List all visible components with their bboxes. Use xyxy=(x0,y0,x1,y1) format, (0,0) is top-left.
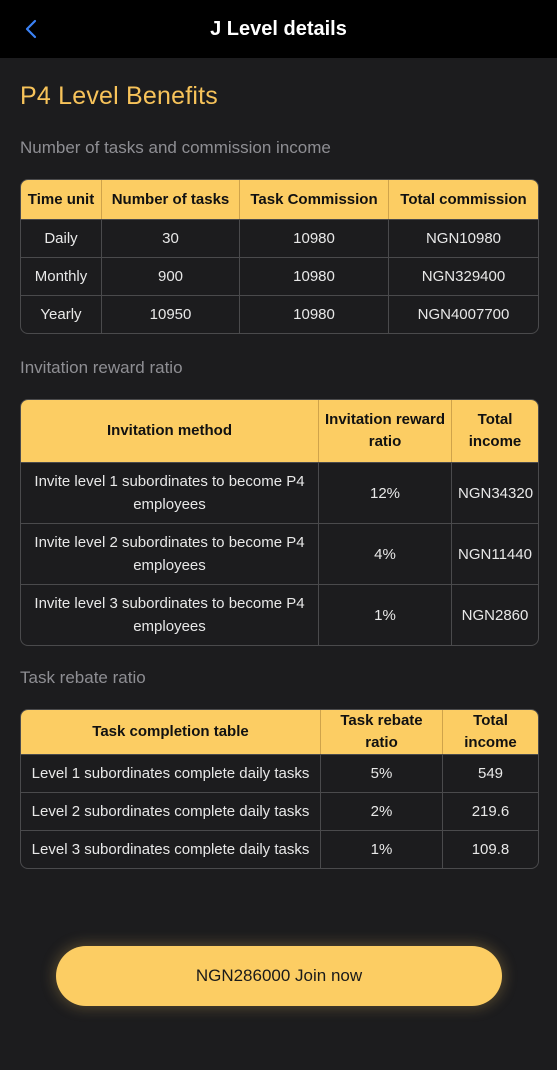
table-header-cell: Invitation reward ratio xyxy=(319,400,452,462)
table-cell: 10950 xyxy=(102,295,240,333)
top-bar xyxy=(0,0,557,58)
rebate-section-title: Task rebate ratio xyxy=(20,668,146,687)
table-cell: 549 xyxy=(443,754,538,792)
page-title: J Level details xyxy=(210,17,347,40)
table-header-cell: Number of tasks xyxy=(102,180,240,219)
table-row xyxy=(21,792,538,830)
table-cell: 12% xyxy=(319,462,452,523)
table-cell: 900 xyxy=(102,257,240,295)
table-cell: NGN10980 xyxy=(389,219,538,257)
table-row xyxy=(21,754,538,792)
table-cell: NGN2860 xyxy=(452,584,538,645)
join-now-button[interactable]: NGN286000 Join now xyxy=(56,946,502,1006)
table-row xyxy=(21,295,538,333)
table-cell: NGN4007700 xyxy=(389,295,538,333)
table-header-cell: Task rebate ratio xyxy=(321,710,443,754)
table-cell: Level 3 subordinates complete daily tasks xyxy=(21,830,321,868)
table-cell: 4% xyxy=(319,523,452,584)
table-row xyxy=(21,830,538,868)
table-row xyxy=(21,584,538,645)
invitation-section-title: Invitation reward ratio xyxy=(20,358,183,377)
tasks-section-title: Number of tasks and commission income xyxy=(20,138,331,157)
rebate-table xyxy=(20,709,539,869)
table-header-cell: Total income xyxy=(452,400,538,462)
table-row xyxy=(21,257,538,295)
table-header-cell: Time unit xyxy=(21,180,102,219)
table-header-row xyxy=(21,400,538,462)
table-cell: NGN34320 xyxy=(452,462,538,523)
table-cell: Invite level 3 subordinates to become P4 employees xyxy=(21,584,319,645)
table-cell: 1% xyxy=(321,830,443,868)
table-header-cell: Total income xyxy=(443,710,538,754)
tasks-table xyxy=(20,179,539,334)
table-cell: 10980 xyxy=(240,219,389,257)
table-cell: 1% xyxy=(319,584,452,645)
table-cell: Daily xyxy=(21,219,102,257)
table-cell: 2% xyxy=(321,792,443,830)
table-cell: NGN329400 xyxy=(389,257,538,295)
table-row xyxy=(21,523,538,584)
back-button[interactable] xyxy=(20,17,42,41)
table-cell: Invite level 1 subordinates to become P4 employees xyxy=(21,462,319,523)
table-header-cell: Task completion table xyxy=(21,710,321,754)
table-header-row xyxy=(21,180,538,219)
table-header-cell: Total commission xyxy=(389,180,538,219)
table-cell: 30 xyxy=(102,219,240,257)
level-benefits-title: P4 Level Benefits xyxy=(20,82,218,110)
table-cell: 10980 xyxy=(240,295,389,333)
table-cell: Invite level 2 subordinates to become P4 employees xyxy=(21,523,319,584)
table-cell: 219.6 xyxy=(443,792,538,830)
table-cell: Level 1 subordinates complete daily tasks xyxy=(21,754,321,792)
table-cell: 5% xyxy=(321,754,443,792)
table-cell: Yearly xyxy=(21,295,102,333)
table-cell: Monthly xyxy=(21,257,102,295)
table-header-cell: Task Commission xyxy=(240,180,389,219)
table-row xyxy=(21,462,538,523)
table-header-row xyxy=(21,710,538,754)
chevron-left-icon xyxy=(25,19,37,39)
table-row xyxy=(21,219,538,257)
table-cell: 10980 xyxy=(240,257,389,295)
table-header-cell: Invitation method xyxy=(21,400,319,462)
table-cell: NGN11440 xyxy=(452,523,538,584)
table-cell: Level 2 subordinates complete daily tasks xyxy=(21,792,321,830)
table-cell: 109.8 xyxy=(443,830,538,868)
invitation-table xyxy=(20,399,539,646)
